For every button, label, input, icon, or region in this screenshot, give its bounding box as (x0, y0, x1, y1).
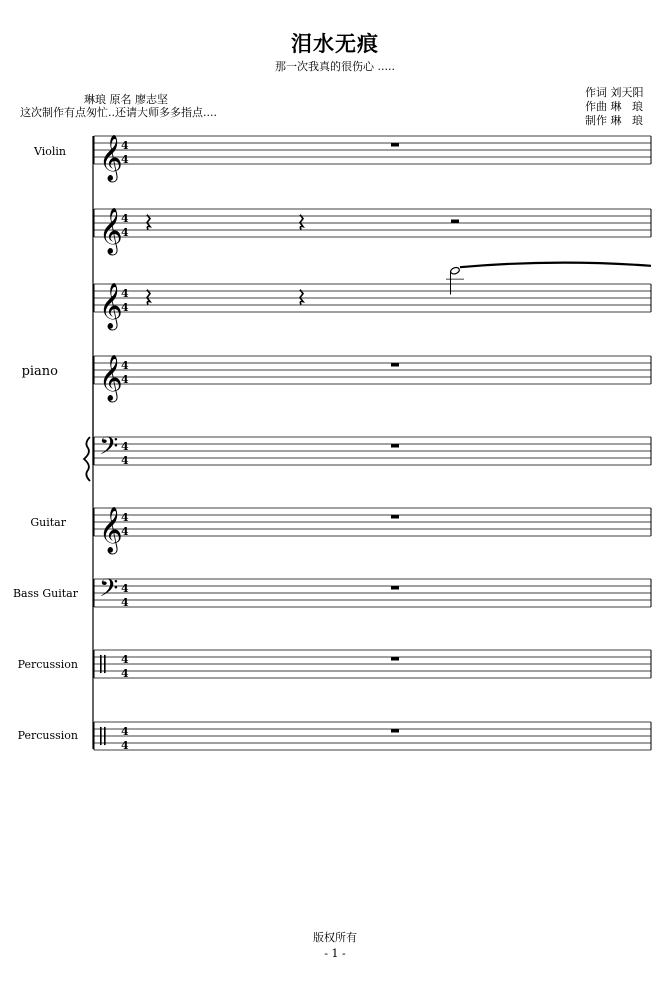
score-title: 泪水无痕 (291, 32, 379, 56)
time-signature-denominator: 4 (121, 373, 129, 386)
time-signature-numerator: 4 (121, 725, 129, 738)
time-signature-denominator: 4 (121, 596, 129, 609)
time-signature-numerator: 4 (121, 511, 129, 524)
time-signature-denominator: 4 (121, 226, 129, 239)
whole-rest (391, 657, 399, 661)
instrument-label-guitar: Guitar (30, 516, 66, 529)
score-subtitle: 那一次我真的很伤心 ..... (275, 60, 395, 73)
treble-clef-icon: 𝄞 (99, 208, 123, 254)
treble-clef-icon: 𝄞 (99, 283, 123, 329)
copyright-notice: 版权所有 (313, 931, 357, 944)
production-note: 这次制作有点匆忙..还请大师多多指点.... (20, 106, 217, 119)
guitar-staff (94, 507, 651, 555)
instrument-label-piano: piano (21, 364, 58, 379)
piano-treble-staff (94, 355, 651, 403)
lyricist-credit: 作词 刘天阳 (585, 86, 644, 99)
producer-credit: 制作 琳 琅 (585, 114, 643, 127)
percussion-clef-icon (100, 655, 102, 673)
composer-credit: 作曲 琳 琅 (585, 100, 643, 113)
page-number: - 1 - (324, 947, 346, 960)
staff-3 (94, 263, 651, 331)
whole-rest (391, 515, 399, 519)
time-signature-numerator: 4 (121, 653, 129, 666)
arranger-note: 琳琅 原名 廖志坚 (84, 93, 168, 106)
whole-rest (391, 586, 399, 590)
violin-staff (94, 135, 651, 183)
quarter-rest (300, 290, 303, 305)
time-signature-numerator: 4 (121, 582, 129, 595)
time-signature-denominator: 4 (121, 153, 129, 166)
time-signature-numerator: 4 (121, 440, 129, 453)
time-signature-numerator: 4 (121, 139, 129, 152)
half-note (450, 266, 461, 275)
staff-2 (94, 208, 651, 256)
percussion-staff-2 (94, 722, 651, 752)
time-signature-numerator: 4 (121, 287, 129, 300)
whole-rest (391, 363, 399, 367)
percussion-staff-1 (94, 650, 651, 680)
tie-curve (460, 263, 651, 268)
quarter-rest (147, 215, 150, 230)
instrument-label-violin: Violin (33, 145, 66, 158)
time-signature-denominator: 4 (121, 454, 129, 467)
instrument-label-percussion-1: Percussion (17, 658, 78, 671)
time-signature-denominator: 4 (121, 525, 129, 538)
treble-clef-icon: 𝄞 (99, 507, 123, 553)
treble-clef-icon: 𝄞 (99, 135, 123, 181)
instrument-label-bass-guitar: Bass Guitar (12, 587, 78, 600)
time-signature-denominator: 4 (121, 301, 129, 314)
bass-clef-icon: 𝄢 (99, 432, 119, 467)
time-signature-denominator: 4 (121, 739, 129, 752)
time-signature-numerator: 4 (121, 212, 129, 225)
piano-brace (84, 437, 90, 481)
whole-rest (391, 729, 399, 733)
percussion-clef-icon (100, 727, 102, 745)
time-signature-numerator: 4 (121, 359, 129, 372)
staves (84, 135, 651, 752)
bass-clef-icon: 𝄢 (99, 574, 119, 609)
time-signature-denominator: 4 (121, 667, 129, 680)
instrument-label-percussion-2: Percussion (17, 729, 78, 742)
piano-bass-staff (94, 432, 651, 467)
quarter-rest (147, 290, 150, 305)
treble-clef-icon: 𝄞 (99, 355, 123, 401)
bass-guitar-staff (94, 574, 651, 609)
quarter-rest (300, 215, 303, 230)
whole-rest (391, 143, 399, 147)
half-rest (451, 220, 459, 224)
whole-rest (391, 444, 399, 448)
